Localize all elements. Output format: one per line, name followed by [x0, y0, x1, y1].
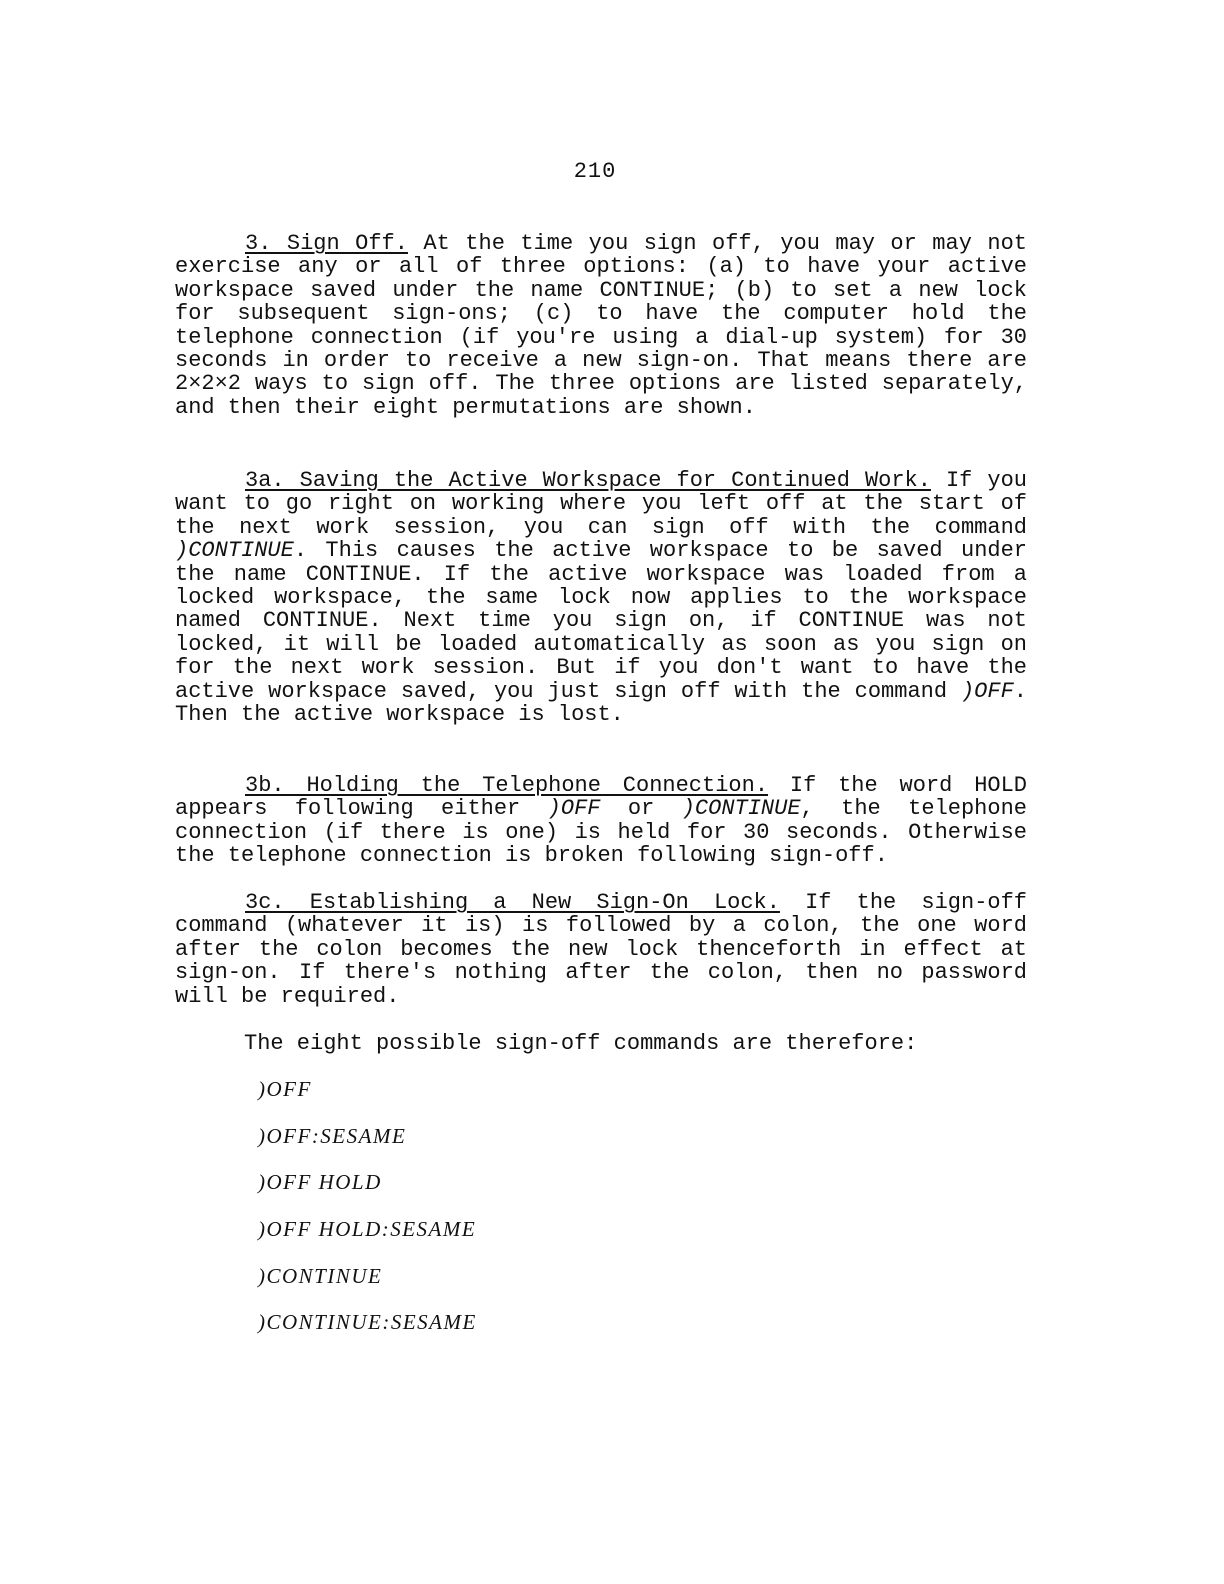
page-number: 210 [573, 159, 617, 184]
section-sign-on-lock [175, 891, 1027, 1008]
section-body: . This causes the active workspace to be saved under the name CONTINUE. If the active workspace was loaded from a locked workspace, the same lock now applies to the workspace named CONTINUE. Next time you sign on, if CONTINUE was not locked, it will be loaded automatically as soon as you sign on for the next work session. But if you don't want to have the active workspace saved, you just sign off with the command [175, 538, 1027, 704]
section-body: or [600, 796, 682, 822]
section-saving-workspace [175, 469, 1027, 726]
section-heading: 3c. Establishing a New Sign-On Lock. [245, 890, 780, 915]
section-heading: 3b. Holding the Telephone Connection. [245, 773, 769, 798]
command-item: )OFF HOLD:SESAME [258, 1217, 477, 1241]
inline-command: )CONTINUE [175, 538, 294, 564]
inline-command: )CONTINUE [681, 796, 801, 822]
section-body: If you want to go right on working where you left off at the start of the next work session, you can sign off with the command [175, 468, 1027, 540]
inline-command: )OFF [960, 678, 1014, 704]
command-item: )OFF HOLD [258, 1170, 382, 1194]
inline-command: )OFF [547, 796, 601, 822]
command-item: )CONTINUE [258, 1264, 383, 1288]
section-body: If the sign-off command (whatever it is) is followed by a colon, the one word after the colon becomes the new lock thenceforth in effect at sign-on. If there's nothing after the colon, then no password will be required. [175, 890, 1028, 1009]
command-item: )CONTINUE:SESAME [258, 1310, 477, 1334]
command-item: )OFF [258, 1077, 312, 1101]
section-body: If the word HOLD appears following either [175, 773, 1028, 822]
section-heading: 3a. Saving the Active Workspace for Continued Work. [245, 468, 931, 493]
section-holding-connection [175, 774, 1027, 868]
command-item: )OFF:SESAME [258, 1124, 407, 1148]
section-sign-off [175, 232, 1027, 419]
commands-intro: The eight possible sign-off commands are therefore: [244, 1031, 918, 1056]
section-heading: 3. Sign Off. [245, 231, 408, 256]
section-body: , the telephone connection (if there is one) is held for 30 seconds. Otherwise the telephone connection is broken following sign-off. [175, 796, 1027, 869]
section-body: . Then the active workspace is lost. [175, 678, 1027, 728]
section-body: At the time you sign off, you may or may not exercise any or all of three options: (a) to have your active workspace saved under the name CONTINUE; (b) to set a new lock for subsequent sign-ons; (c) to have the computer hold the telephone connection (if you're using a dial-up system) for 30 seconds in order to receive a new sign-on. That means there are 2×2×2 ways to sign off. The three options are listed separately, and then their eight permutations are shown. [175, 231, 1027, 420]
